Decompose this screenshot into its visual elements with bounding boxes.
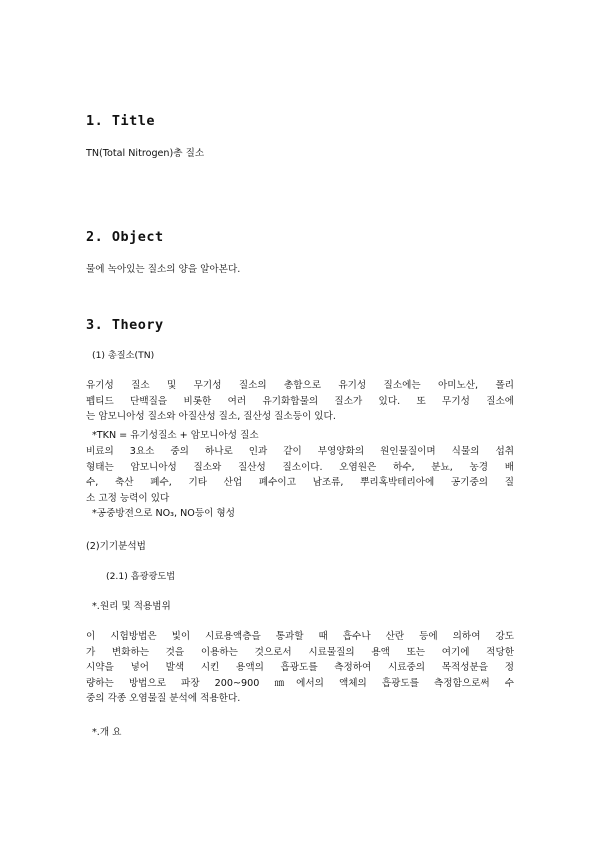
paragraph-line: 가 변화하는 것을 이용하는 것으로서 시료물질의 용액 또는 여기에 적당한 (86, 646, 514, 658)
principle-paragraph (86, 629, 514, 707)
paragraph-line: 형태는 암모니아성 질소와 질산성 질소이다. 오염원은 하수, 분뇨, 농경 배 (86, 461, 514, 473)
title-text: TN(Total Nitrogen)총 질소 (86, 148, 205, 159)
section-theory-heading: 3. Theory (86, 317, 164, 333)
paragraph-line: 수, 축산 폐수, 기타 산업 폐수이고 남조류, 뿌리혹박테리아에 공기중의 질 (86, 477, 514, 488)
tn-paragraph-1 (86, 378, 514, 425)
tkn-formula: *TKN = 유기성질소 + 암모니아성 질소 (92, 430, 259, 441)
lightning-note: *공중방전으로 NO₃, NO등이 형성 (92, 508, 235, 519)
paragraph-line: 유기성 질소 및 무기성 질소의 총합으로 유기성 질소에는 아미노산, 폴리 (86, 380, 514, 391)
absorbance-heading: (2.1) 흡광광도법 (106, 571, 176, 582)
object-text: 물에 녹아있는 질소의 양을 알아본다. (86, 264, 241, 275)
paragraph-line: 량하는 방법으로 파장 200~900 ㎚에서의 액체의 흡광도를 측정함으로써 수 (86, 677, 514, 689)
tn-heading: (1) 총질소(TN) (92, 350, 155, 361)
instrument-heading: (2)기기분석법 (86, 541, 146, 552)
paragraph-line: 중의 각종 오염물질 분석에 적용한다. (86, 693, 241, 704)
principle-heading: *.원리 및 적용범위 (92, 601, 171, 612)
paragraph-line: 는 암모니아성 질소와 아질산성 질소, 질산성 질소등이 있다. (86, 411, 336, 422)
paragraph-line: 소 고정 능력이 있다 (86, 492, 170, 504)
overview-heading: *.개 요 (92, 727, 122, 738)
paragraph-line: 펩티드 단백질을 비롯한 여러 유기화합물의 질소가 있다. 또 무기성 질소에 (86, 395, 514, 407)
tn-paragraph-2 (86, 444, 514, 506)
paragraph-line: 시약을 넣어 발색 시킨 용액의 흡광도를 측정하여 시료중의 목적성분을 정 (86, 662, 514, 673)
section-title-heading: 1. Title (86, 113, 156, 129)
paragraph-line: 이 시험방법은 빛이 시료용액층을 통과할 때 흡수나 산란 등에 의하여 강도 (86, 631, 514, 642)
section-object-heading: 2. Object (86, 229, 164, 245)
paragraph-line: 비료의 3요소 중의 하나로 인과 같이 부영양화의 원인물질이며 식물의 섭취 (86, 446, 514, 457)
